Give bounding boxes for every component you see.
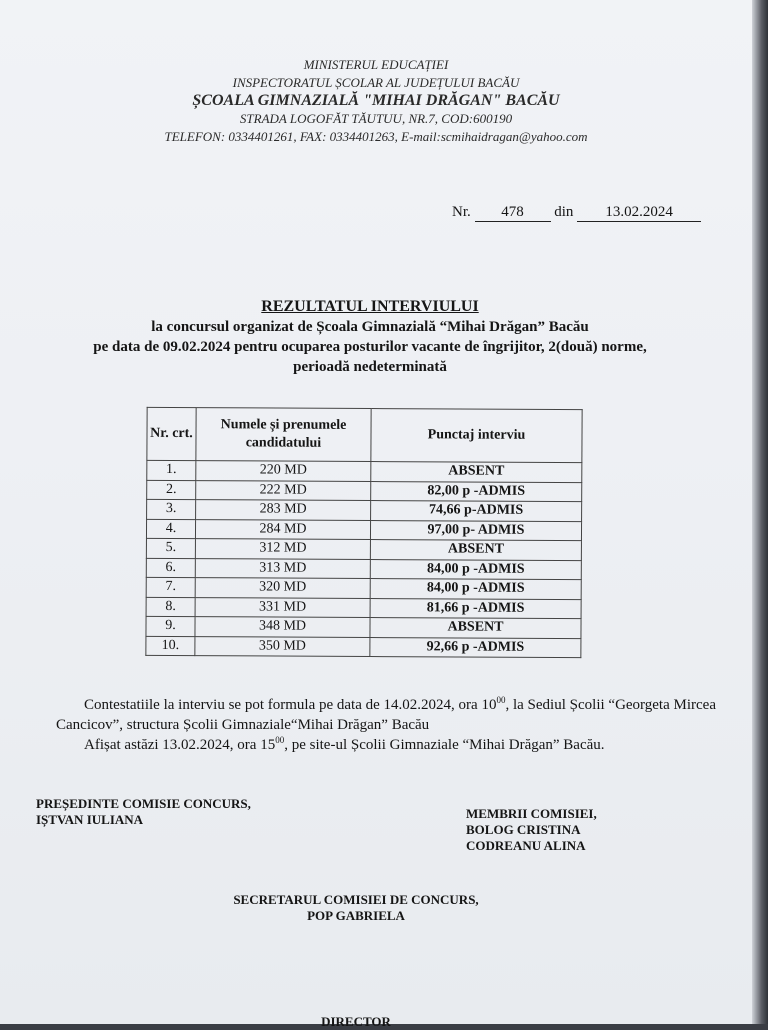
- cell-score: 82,00 p -ADMIS: [371, 481, 582, 502]
- school-contact: TELEFON: 0334401261, FAX: 0334401263, E-mail:scmihaidragan@yahoo.com: [164, 129, 588, 144]
- ministry-line: MINISTERUL EDUCAȚIEI: [303, 57, 449, 72]
- cell-nr: 4.: [146, 519, 195, 539]
- table-header-row: [147, 407, 582, 462]
- posting-note-b: , pe site-ul Școlii Gimnaziale “Mihai Drăgan” Bacău.: [284, 737, 605, 753]
- appeal-note-b: , la Sediul Școlii “Georgeta Mircea Cancicov”, structura Școlii Gimnaziale“Mihai Drăgan” Bacău: [56, 697, 716, 733]
- cell-nr: 7.: [146, 577, 195, 597]
- cell-score: 97,00 p- ADMIS: [370, 520, 581, 541]
- cell-nr: 3.: [147, 499, 196, 519]
- background-edge: [752, 0, 768, 1024]
- cell-name: 312 MD: [195, 539, 370, 559]
- cell-nr: 10.: [146, 636, 195, 656]
- header-nr: Nr. crt.: [147, 407, 196, 460]
- cell-name: 222 MD: [196, 480, 371, 500]
- table-row: [146, 558, 581, 580]
- nr-value: 478: [475, 204, 551, 222]
- results-table: [145, 407, 582, 658]
- president-role: PREȘEDINTE COMISIE CONCURS,: [36, 796, 251, 811]
- president-name: IȘTVAN IULIANA: [36, 812, 144, 827]
- document-title: REZULTATUL INTERVIULUI: [261, 298, 479, 315]
- cell-nr: 8.: [146, 597, 195, 617]
- cell-score: ABSENT: [370, 540, 581, 561]
- appeal-note-a: Contestatiile la interviu se pot formula pe data de 14.02.2024, ora 10: [84, 697, 497, 713]
- cell-score: 92,66 p -ADMIS: [370, 637, 581, 658]
- header-name: Numele și prenumele candidatului: [196, 408, 371, 462]
- posting-note-a: Afișat astăzi 13.02.2024, ora 15: [84, 737, 276, 753]
- cell-name: 313 MD: [195, 558, 370, 578]
- table-row: [146, 597, 581, 619]
- cell-name: 320 MD: [195, 578, 370, 598]
- appeal-note: [56, 690, 716, 735]
- cell-score: ABSENT: [370, 618, 581, 639]
- cell-name: 348 MD: [195, 617, 370, 637]
- cell-name: 283 MD: [196, 500, 371, 520]
- appeal-note-hour-sup: 00: [496, 695, 506, 705]
- table-row: [146, 636, 581, 658]
- cell-score: 84,00 p -ADMIS: [370, 579, 581, 600]
- cell-nr: 9.: [146, 616, 195, 636]
- table-row: [147, 480, 582, 502]
- table-row: [147, 499, 582, 521]
- table-row: [146, 538, 581, 560]
- din-label: din: [554, 204, 574, 220]
- secretary-role: SECRETARUL COMISIEI DE CONCURS,: [233, 892, 479, 907]
- table-row: [146, 616, 581, 638]
- nr-label: Nr.: [452, 204, 471, 220]
- header-score: Punctaj interviu: [371, 409, 582, 463]
- president-signature-block: [36, 796, 251, 828]
- cell-name: 331 MD: [195, 597, 370, 617]
- cell-score: 74,66 p-ADMIS: [371, 501, 582, 522]
- table-row: [147, 460, 582, 482]
- member-1-name: BOLOG CRISTINA: [466, 822, 581, 837]
- secretary-signature-block: [0, 892, 712, 924]
- subtitle-line-3: perioadă nedeterminată: [293, 359, 447, 375]
- members-signature-block: [466, 806, 597, 854]
- cell-nr: 5.: [146, 538, 195, 558]
- inspectorate-line: INSPECTORATUL ȘCOLAR AL JUDEȚULUI BACĂU: [232, 75, 520, 90]
- posting-note-hour-sup: 00: [275, 735, 285, 745]
- director-signature-block: [0, 1014, 712, 1030]
- subtitle-line-2: pe data de 09.02.2024 pentru ocuparea posturilor vacante de îngrijitor, 2(două) norme,: [93, 339, 647, 355]
- members-role: MEMBRII COMISIEI,: [466, 806, 597, 821]
- school-address: STRADA LOGOFĂT TĂUTUU, NR.7, COD:600190: [239, 111, 513, 126]
- cell-nr: 1.: [147, 460, 196, 480]
- table-row: [146, 577, 581, 599]
- posting-note: [84, 730, 724, 755]
- subtitle-line-1: la concursul organizat de Școala Gimnazială “Mihai Drăgan” Bacău: [151, 319, 589, 335]
- member-2-name: CODREANU ALINA: [466, 838, 586, 853]
- cell-name: 220 MD: [196, 461, 371, 481]
- cell-score: 84,00 p -ADMIS: [370, 559, 581, 580]
- director-role: DIRECTOR: [321, 1014, 391, 1029]
- secretary-name: POP GABRIELA: [307, 908, 405, 923]
- cell-name: 284 MD: [195, 519, 370, 539]
- cell-name: 350 MD: [195, 636, 370, 656]
- cell-score: ABSENT: [371, 462, 582, 483]
- cell-nr: 2.: [147, 480, 196, 500]
- cell-nr: 6.: [146, 558, 195, 578]
- school-name: ȘCOALA GIMNAZIALĂ "MIHAI DRĂGAN" BACĂU: [192, 92, 560, 109]
- table-row: [146, 519, 581, 541]
- registration-date: 13.02.2024: [577, 204, 701, 222]
- registration-number: [452, 204, 701, 222]
- cell-score: 81,66 p -ADMIS: [370, 598, 581, 619]
